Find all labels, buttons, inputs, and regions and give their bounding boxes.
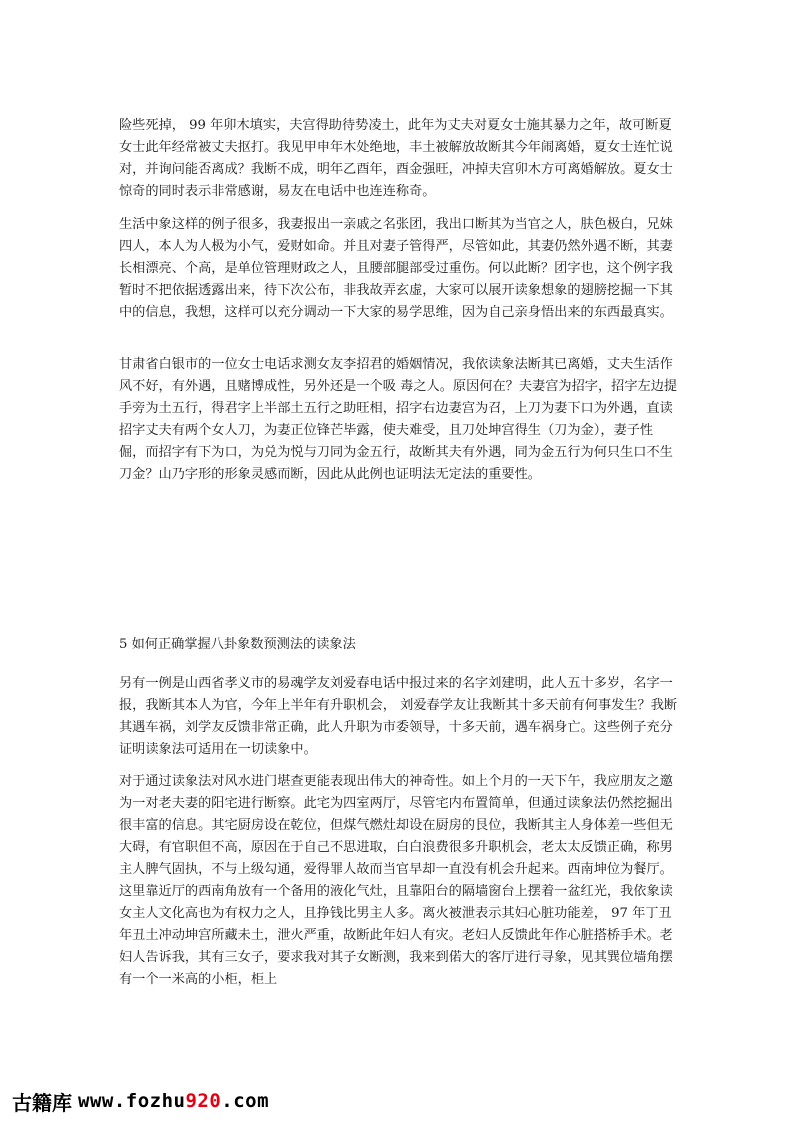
footer-site-url bbox=[78, 1090, 269, 1112]
footer-site-prefix: www.fozhu bbox=[78, 1090, 186, 1112]
paragraph-2: 生活中象这样的例子很多，我妻报出一亲戚之名张团，我出口断其为当官之人，肤色极白，兄妹四人，本人为人极为小气，爱财如命。并且对妻子管得严，尽管如此，其妻仍然外遇不断，其妻长相漂亮、个高，是单位管理财政之人，且腰部腿部受过重伤。何以此断？团字也，这个例字我暂时不把依据透露出来，待下次公布，非我故弄玄虚，大家可以展开读象想象的翅膀挖掘一下其中的信息，我想，这样可以充分调动一下大家的易学思维，因为自己亲身悟出来的东西最真实。 bbox=[119, 217, 673, 320]
footer-site-suffix: .com bbox=[221, 1090, 270, 1112]
section-heading: 5 如何正确掌握八卦象数预测法的读象法 bbox=[119, 637, 356, 652]
paragraph-4: 另有一例是山西省孝义市的易魂学友刘爱春电话中报过来的名字刘建明，此人五十多岁，名字一报，我断其本人为官，今年上半年有升职机会， 刘爱春学友让我断其十多天前有何事发生？我断其遇车祸，刘学友反馈非常正确，此人升职为市委领导，十多天前，遇车祸身亡。这些例子充分证明读象法可适用在一切读象中。 bbox=[119, 676, 678, 757]
paragraph-3: 甘肃省白银市的一位女士电话求测女友李招君的婚姻情况，我依读象法断其已离婚，丈夫生活作风不好，有外遇，且赌博成性，另外还是一个吸 毒之人。原因何在？夫妻宫为招字，招字左边提手旁为土五行，得君字上半部土五行之助旺相，招字右边妻宫为召，上刀为妻下口为外遇，直读招字丈夫有两个女人刀，为妻正位锋芒毕露，使夫难受，且刀处坤宫得生（刀为金），妻子性倔，而招字有下为口，为兑为悦与刀同为金五行，故断其夫有外遇，同为金五行为何只生口不生刀金？山乃字形的形象灵感而断，因此从此例也证明法无定法的重要性。 bbox=[119, 357, 678, 482]
paragraph-5: 对于通过读象法对风水进门堪查更能表现出伟大的神奇性。如上个月的一天下午，我应朋友之邀为一对老夫妻的阳宅进行断察。此宅为四室两厅，尽管宅内布置简单，但通过读象法仍然挖掘出很丰富的信息。其宅厨房设在乾位，但煤气燃灶却设在厨房的艮位，我断其主人身体差一些但无大碍，有官职但不高，原因在于自己不思进取，白白浪费很多升职机会，老太太反馈正确，称男主人脾气固执，不与上级勾通，爱得罪人故而当官早却一直没有机会升起来。西南坤位为餐厅。这里靠近厅的西南角放有一个备用的液化气灶，且靠阳台的隔墙窗台上摆着一盆红光，我依象读女主人文化高也为有权力之人，且挣钱比男主人多。离火被泄表示其妇心脏功能差， 97 年丁丑年丑土冲动坤宫所藏未土，泄火严重，故断此年妇人有灾。老妇人反馈此年作心脏搭桥手术。老妇人告诉我，其有三女子，要求我对其子女断测，我来到偌大的客厅进行寻象，见其巽位墙角摆有一个一米高的小柜，柜上 bbox=[119, 774, 673, 987]
footer-site-highlight: 920 bbox=[185, 1090, 222, 1112]
paragraph-1: 险些死掉， 99 年卯木填实，夫宫得助待势凌土，此年为丈夫对夏女士施其暴力之年，故可断夏女士此年经常被丈夫抠打。我见甲申年木处绝地，丰土被解放故断其今年闹离婚，夏女士连忙说对，并询问能否离成？我断不成，明年乙酉年，酉金强旺，冲掉夫宫卯木方可离婚解放。夏女士惊奇的同时表示非常感谢，易友在电话中也连连称奇。 bbox=[119, 118, 673, 199]
footer-brand: 古籍库 bbox=[12, 1090, 72, 1115]
footer-watermark bbox=[12, 1086, 269, 1116]
